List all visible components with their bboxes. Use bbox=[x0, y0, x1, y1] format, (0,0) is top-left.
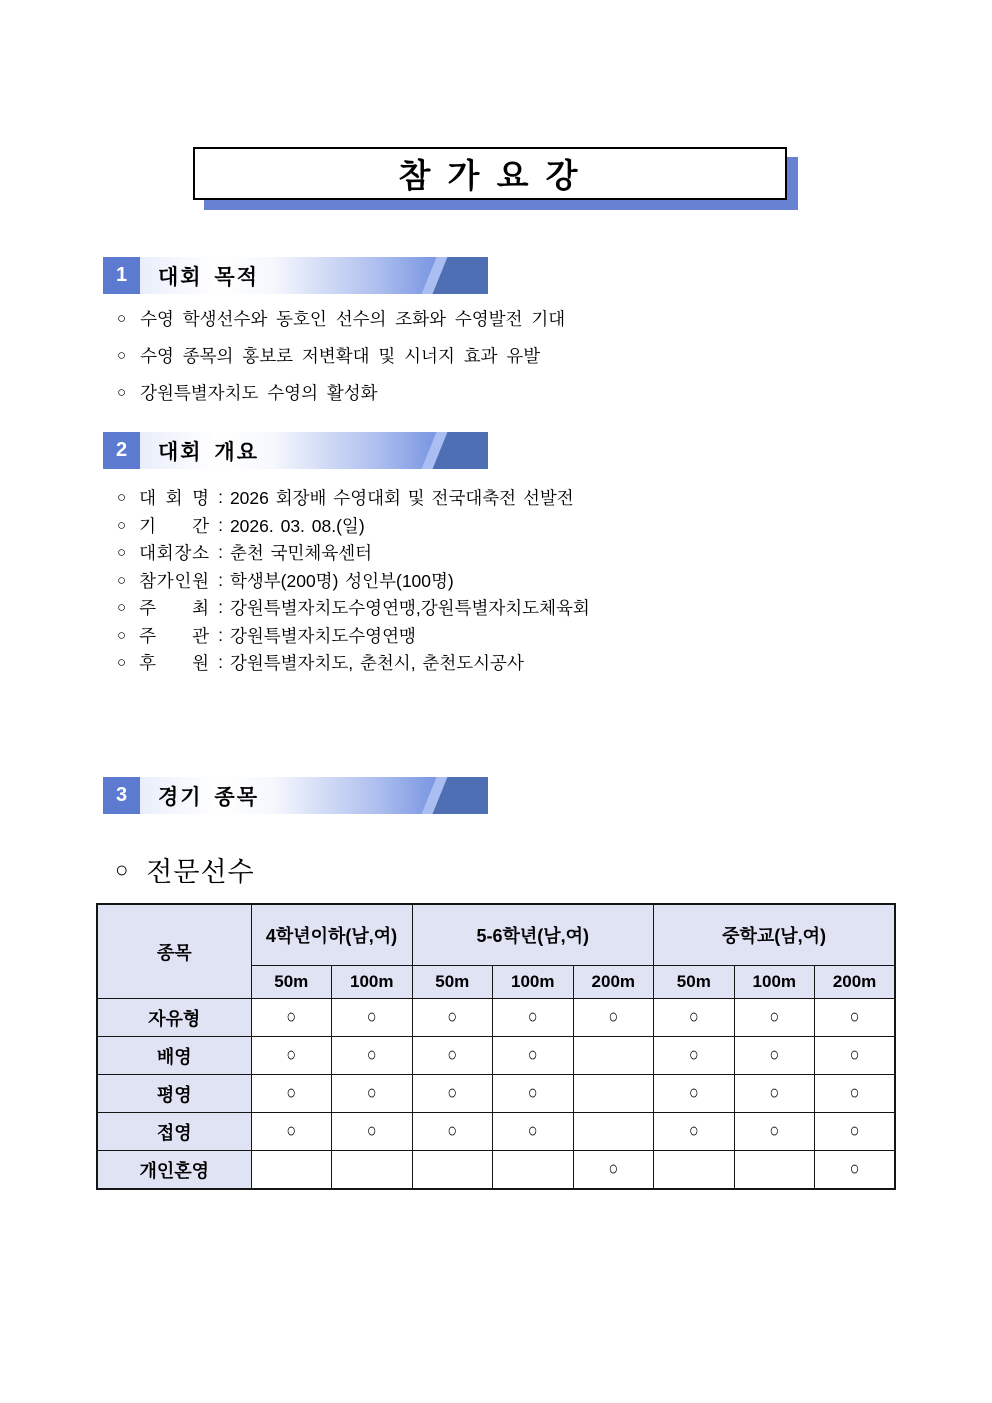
circle-mark-icon: ○ bbox=[527, 1120, 538, 1142]
section-2-number-badge: 2 bbox=[103, 432, 140, 469]
circle-mark-icon: ○ bbox=[447, 1082, 458, 1104]
event-name-cell: 개인혼영 bbox=[97, 1151, 251, 1190]
event-offered-cell bbox=[815, 1113, 896, 1151]
circle-mark-icon: ○ bbox=[286, 1082, 297, 1104]
event-offered-cell bbox=[815, 1075, 896, 1113]
table-distance-header: 200m bbox=[573, 966, 654, 999]
event-offered-cell bbox=[573, 1113, 654, 1151]
circle-bullet-icon: ○ bbox=[117, 654, 127, 672]
event-offered-cell bbox=[815, 1037, 896, 1075]
table-row bbox=[97, 1113, 895, 1151]
circle-mark-icon: ○ bbox=[286, 1044, 297, 1066]
event-offered-cell bbox=[654, 1151, 735, 1190]
table-group-header-row bbox=[97, 904, 895, 966]
circle-mark-icon: ○ bbox=[849, 1158, 860, 1180]
circle-bullet-icon: ○ bbox=[117, 571, 127, 589]
item-label bbox=[139, 623, 209, 648]
athlete-category-label: 전문선수 bbox=[146, 857, 255, 887]
item-label bbox=[139, 540, 209, 565]
event-offered-cell bbox=[412, 1037, 493, 1075]
event-offered-cell bbox=[734, 1151, 815, 1190]
table-corner-header: 종목 bbox=[97, 904, 251, 999]
event-offered-cell bbox=[412, 1151, 493, 1190]
event-offered-cell bbox=[251, 1151, 332, 1190]
overview-item bbox=[117, 649, 590, 677]
item-label-char: 회 bbox=[165, 488, 183, 509]
circle-mark-icon: ○ bbox=[849, 1006, 860, 1028]
item-value: 강원특별자치도수영연맹,강원특별자치도체육회 bbox=[229, 598, 590, 619]
table-distance-header: 200m bbox=[815, 966, 896, 999]
event-offered-cell bbox=[332, 1037, 413, 1075]
circle-mark-icon: ○ bbox=[769, 1082, 780, 1104]
circle-mark-icon: ○ bbox=[286, 1006, 297, 1028]
section-1-bullet-list bbox=[117, 300, 565, 411]
circle-mark-icon: ○ bbox=[688, 1120, 699, 1142]
circle-mark-icon: ○ bbox=[688, 1082, 699, 1104]
section-3-header bbox=[103, 777, 488, 814]
item-label-char: 가 bbox=[156, 570, 174, 591]
circle-mark-icon: ○ bbox=[366, 1120, 377, 1142]
table-row bbox=[97, 999, 895, 1037]
circle-mark-icon: ○ bbox=[688, 1044, 699, 1066]
table-row bbox=[97, 1151, 895, 1190]
page-title: 참 가 요 강 bbox=[398, 157, 582, 194]
circle-bullet-icon: ○ bbox=[117, 599, 127, 617]
circle-mark-icon: ○ bbox=[286, 1120, 297, 1142]
event-offered-cell bbox=[734, 1113, 815, 1151]
item-label-char: 기 bbox=[139, 515, 156, 536]
circle-mark-icon: ○ bbox=[608, 1006, 619, 1028]
table-distance-header: 50m bbox=[654, 966, 735, 999]
event-offered-cell bbox=[251, 1075, 332, 1113]
circle-mark-icon: ○ bbox=[769, 1006, 780, 1028]
circle-mark-icon: ○ bbox=[366, 1006, 377, 1028]
event-offered-cell bbox=[573, 1151, 654, 1190]
item-label-char: 대 bbox=[139, 543, 156, 564]
section-2-item-list bbox=[117, 484, 590, 677]
event-offered-cell bbox=[332, 1151, 413, 1190]
event-offered-cell bbox=[493, 1075, 574, 1113]
circle-bullet-icon: ○ bbox=[117, 544, 127, 562]
event-offered-cell bbox=[573, 999, 654, 1037]
overview-item bbox=[117, 622, 590, 650]
document-title-box bbox=[193, 147, 787, 200]
bullet-line bbox=[117, 300, 565, 337]
item-label-char: 최 bbox=[192, 598, 210, 619]
section-2-title: 대회 개요 bbox=[158, 440, 259, 464]
item-label-char: 간 bbox=[192, 515, 210, 536]
item-colon: : bbox=[218, 487, 223, 508]
section-2-bar bbox=[140, 432, 488, 469]
table-distance-header: 100m bbox=[332, 966, 413, 999]
item-colon: : bbox=[218, 624, 223, 645]
circle-mark-icon: ○ bbox=[527, 1082, 538, 1104]
item-value: 춘천 국민체육센터 bbox=[229, 543, 373, 564]
event-offered-cell bbox=[734, 1075, 815, 1113]
circle-bullet-icon: ○ bbox=[117, 516, 127, 534]
event-offered-cell bbox=[251, 1037, 332, 1075]
item-value: 2026 회장배 수영대회 및 전국대축전 선발전 bbox=[229, 488, 574, 509]
item-value: 강원특별자치도수영연맹 bbox=[229, 625, 416, 646]
item-label-char: 후 bbox=[139, 653, 156, 674]
section-1-number-badge: 1 bbox=[103, 257, 140, 294]
item-label-char: 회 bbox=[156, 543, 174, 564]
event-offered-cell bbox=[251, 1113, 332, 1151]
circle-mark-icon: ○ bbox=[608, 1158, 619, 1180]
overview-item bbox=[117, 594, 590, 622]
events-table bbox=[96, 903, 896, 1190]
item-label-char: 주 bbox=[139, 598, 156, 619]
event-offered-cell bbox=[654, 1113, 735, 1151]
bullet-line bbox=[117, 337, 565, 374]
item-label-char: 소 bbox=[192, 543, 210, 564]
section-3-number-badge: 3 bbox=[103, 777, 140, 814]
table-distance-header: 50m bbox=[251, 966, 332, 999]
table-group-header: 중학교(남,여) bbox=[654, 904, 896, 966]
table-distance-header: 100m bbox=[493, 966, 574, 999]
item-label-char: 원 bbox=[192, 653, 210, 674]
event-offered-cell bbox=[654, 1037, 735, 1075]
bullet-text: 강원특별자치도 수영의 활성화 bbox=[140, 383, 378, 403]
circle-mark-icon: ○ bbox=[447, 1044, 458, 1066]
item-label bbox=[139, 485, 209, 510]
circle-mark-icon: ○ bbox=[769, 1044, 780, 1066]
circle-bullet-icon: ○ bbox=[117, 384, 127, 401]
item-label-char: 인 bbox=[174, 570, 192, 591]
event-name-cell: 자유형 bbox=[97, 999, 251, 1037]
item-label bbox=[139, 513, 209, 538]
circle-mark-icon: ○ bbox=[366, 1082, 377, 1104]
bullet-text: 수영 학생선수와 동호인 선수의 조화와 수영발전 기대 bbox=[140, 309, 566, 329]
circle-bullet-icon: ○ bbox=[115, 856, 130, 882]
event-offered-cell bbox=[815, 1151, 896, 1190]
item-label-char: 대 bbox=[139, 488, 156, 509]
section-3-bar bbox=[140, 777, 488, 814]
circle-mark-icon: ○ bbox=[849, 1044, 860, 1066]
circle-bullet-icon: ○ bbox=[117, 626, 127, 644]
item-colon: : bbox=[218, 652, 223, 673]
item-label-char: 관 bbox=[192, 625, 210, 646]
item-label bbox=[139, 568, 209, 593]
item-value: 2026. 03. 08.(일) bbox=[229, 515, 365, 536]
section-1-bar bbox=[140, 257, 488, 294]
event-offered-cell bbox=[734, 999, 815, 1037]
circle-mark-icon: ○ bbox=[769, 1120, 780, 1142]
table-group-header: 4학년이하(남,여) bbox=[251, 904, 412, 966]
athlete-category-heading bbox=[115, 850, 255, 889]
event-offered-cell bbox=[573, 1075, 654, 1113]
overview-item bbox=[117, 484, 590, 512]
table-distance-header: 100m bbox=[734, 966, 815, 999]
event-offered-cell bbox=[815, 999, 896, 1037]
item-label bbox=[139, 595, 209, 620]
item-value: 학생부(200명) 성인부(100명) bbox=[229, 570, 454, 591]
overview-item bbox=[117, 567, 590, 595]
item-colon: : bbox=[218, 542, 223, 563]
event-name-cell: 평영 bbox=[97, 1075, 251, 1113]
item-colon: : bbox=[218, 597, 223, 618]
section-1-title: 대회 목적 bbox=[158, 265, 259, 289]
table-distance-header: 50m bbox=[412, 966, 493, 999]
circle-mark-icon: ○ bbox=[366, 1044, 377, 1066]
item-label-char: 원 bbox=[192, 570, 210, 591]
overview-item bbox=[117, 512, 590, 540]
item-colon: : bbox=[218, 514, 223, 535]
event-offered-cell bbox=[412, 999, 493, 1037]
event-offered-cell bbox=[654, 999, 735, 1037]
circle-mark-icon: ○ bbox=[527, 1044, 538, 1066]
circle-mark-icon: ○ bbox=[849, 1120, 860, 1142]
event-name-cell: 배영 bbox=[97, 1037, 251, 1075]
event-offered-cell bbox=[493, 1151, 574, 1190]
event-offered-cell bbox=[493, 1113, 574, 1151]
table-row bbox=[97, 1037, 895, 1075]
event-offered-cell bbox=[493, 1037, 574, 1075]
item-value: 강원특별자치도, 춘천시, 춘천도시공사 bbox=[229, 653, 524, 674]
section-3-title: 경기 종목 bbox=[158, 785, 259, 809]
circle-bullet-icon: ○ bbox=[117, 489, 127, 507]
table-row bbox=[97, 1075, 895, 1113]
circle-mark-icon: ○ bbox=[447, 1006, 458, 1028]
circle-mark-icon: ○ bbox=[447, 1120, 458, 1142]
item-label-char: 장 bbox=[174, 543, 192, 564]
circle-mark-icon: ○ bbox=[527, 1006, 538, 1028]
section-2-header bbox=[103, 432, 488, 469]
item-label-char: 참 bbox=[139, 570, 156, 591]
event-offered-cell bbox=[251, 999, 332, 1037]
section-1-header bbox=[103, 257, 488, 294]
circle-bullet-icon: ○ bbox=[117, 310, 127, 327]
event-offered-cell bbox=[493, 999, 574, 1037]
circle-bullet-icon: ○ bbox=[117, 347, 127, 364]
event-offered-cell bbox=[332, 1113, 413, 1151]
item-label-char: 주 bbox=[139, 625, 156, 646]
event-offered-cell bbox=[573, 1037, 654, 1075]
overview-item bbox=[117, 539, 590, 567]
item-colon: : bbox=[218, 569, 223, 590]
event-offered-cell bbox=[654, 1075, 735, 1113]
item-label-char: 명 bbox=[192, 488, 210, 509]
circle-mark-icon: ○ bbox=[849, 1082, 860, 1104]
event-offered-cell bbox=[332, 999, 413, 1037]
event-offered-cell bbox=[734, 1037, 815, 1075]
bullet-line bbox=[117, 374, 565, 411]
event-offered-cell bbox=[412, 1113, 493, 1151]
bullet-text: 수영 종목의 홍보로 저변확대 및 시너지 효과 유발 bbox=[140, 346, 541, 366]
circle-mark-icon: ○ bbox=[688, 1006, 699, 1028]
event-offered-cell bbox=[332, 1075, 413, 1113]
event-name-cell: 접영 bbox=[97, 1113, 251, 1151]
item-label bbox=[139, 650, 209, 675]
table-group-header: 5-6학년(남,여) bbox=[412, 904, 654, 966]
event-offered-cell bbox=[412, 1075, 493, 1113]
